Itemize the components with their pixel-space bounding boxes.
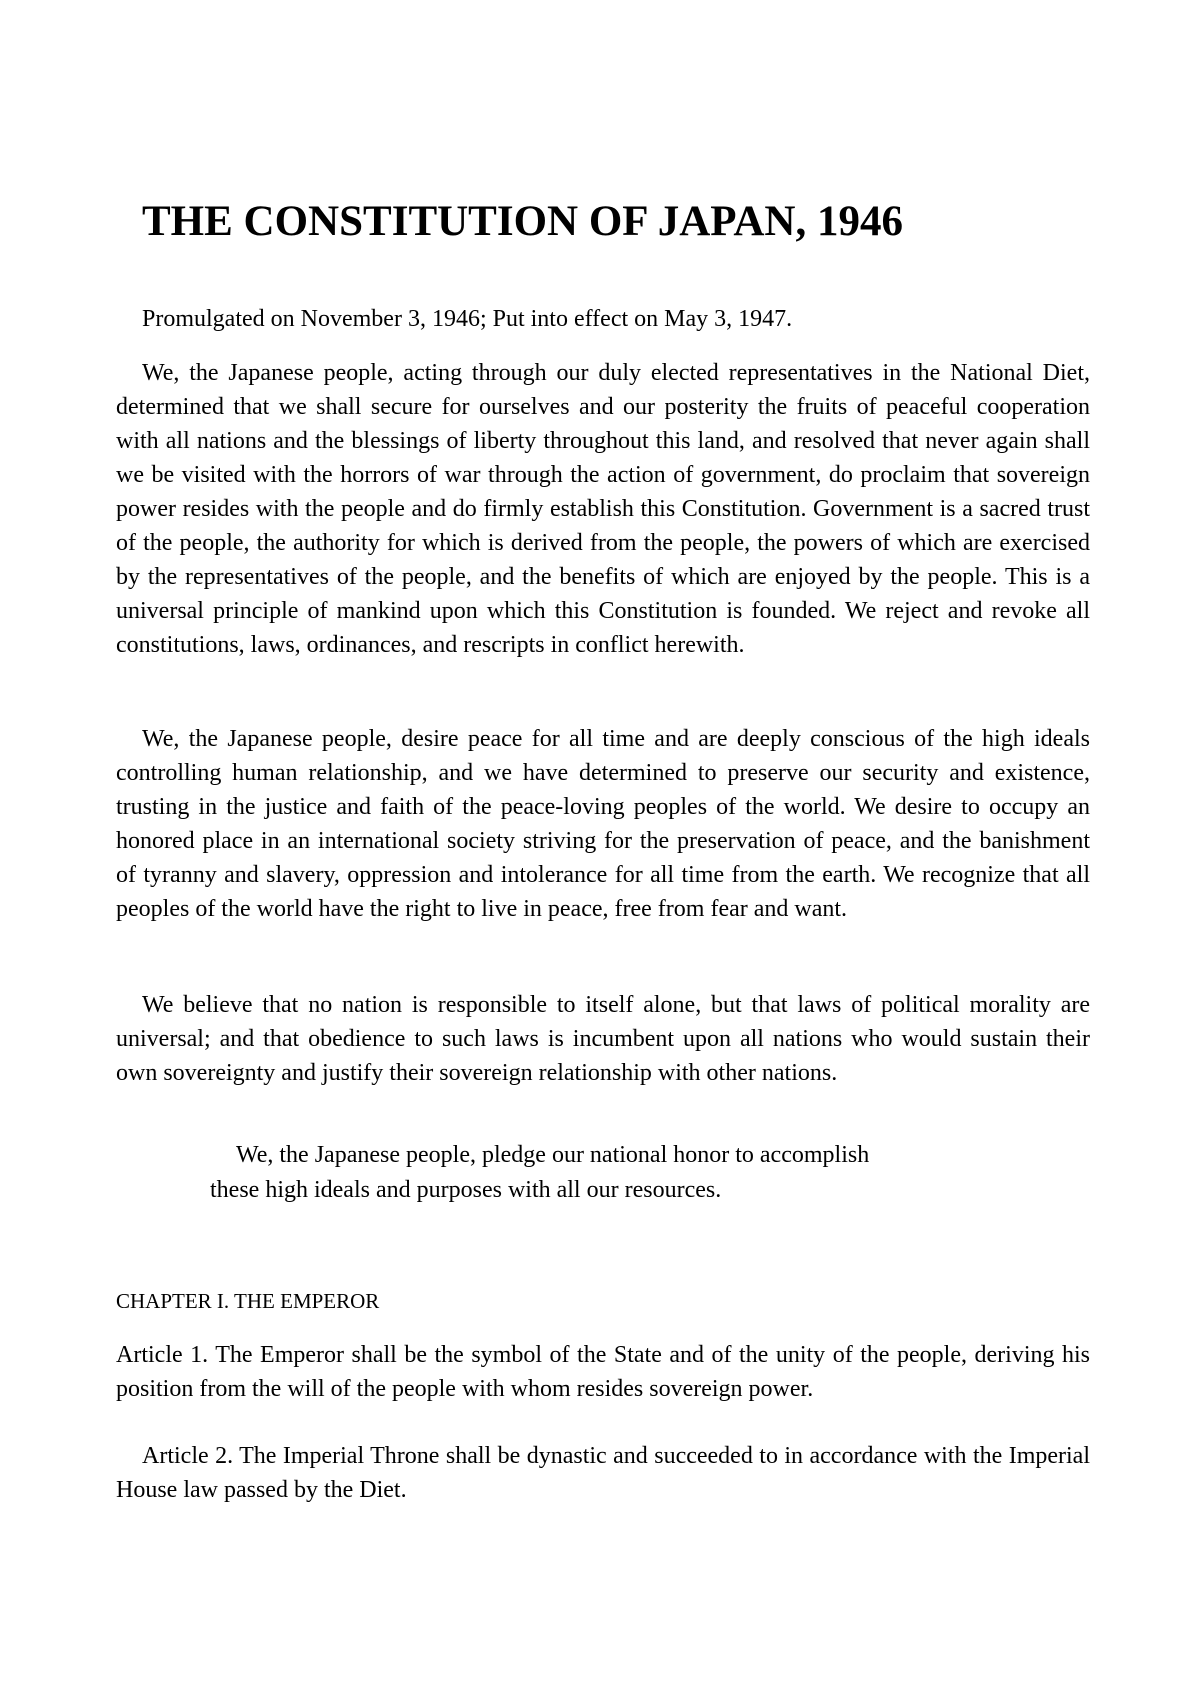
preamble-paragraph-3: We believe that no nation is responsible to itself alone, but that laws of political morality are universal; and that obedience to such laws is incumbent upon all nations who would sustain their own sovereignty and justify their sovereign relationship with other nations. [116,992,1090,1086]
pledge-paragraph [210,1138,1010,1208]
preamble-paragraph-2: We, the Japanese people, desire peace for all time and are deeply conscious of the high ideals controlling human relationship, and we have determined to preserve our security and existence, trusting in the justice and faith of the peace-loving peoples of the world. We desire to occupy an honored place in an international society striving for the preservation of peace, and the banishment of tyranny and slavery, oppression and intolerance for all time from the earth. We recognize that all peoples of the world have the right to live in peace, free from fear and want. [116,726,1090,922]
preamble-paragraph-1: We, the Japanese people, acting through our duly elected representatives in the National Diet, determined that we shall secure for ourselves and our posterity the fruits of peaceful cooperation with all nations and the blessings of liberty throughout this land, and resolved that never again shall we be visited with the horrors of war through the action of government, do proclaim that sovereign power resides with the people and do firmly establish this Constitution. Government is a sacred trust of the people, the authority for which is derived from the people, the powers of which are exercised by the representatives of the people, and the benefits of which are enjoyed by the people. This is a universal principle of mankind upon which this Constitution is founded. We reject and revoke all constitutions, laws, ordinances, and rescripts in conflict herewith. [116,360,1090,658]
promulgation-line: Promulgated on November 3, 1946; Put into effect on May 3, 1947. [142,306,793,332]
article-1: Article 1. The Emperor shall be the symbol of the State and of the unity of the people, deriving his position from the will of the people with whom resides sovereign power. [116,1342,1090,1402]
chapter-heading: CHAPTER I. THE EMPEROR [116,1289,380,1313]
pledge-line-2: these high ideals and purposes with all our resources. [210,1177,722,1203]
document-title: THE CONSTITUTION OF JAPAN, 1946 [142,198,903,245]
pledge-line-1: We, the Japanese people, pledge our national honor to accomplish [236,1142,870,1168]
article-2: Article 2. The Imperial Throne shall be dynastic and succeeded to in accordance with the Imperial House law passed by the Diet. [116,1443,1090,1503]
